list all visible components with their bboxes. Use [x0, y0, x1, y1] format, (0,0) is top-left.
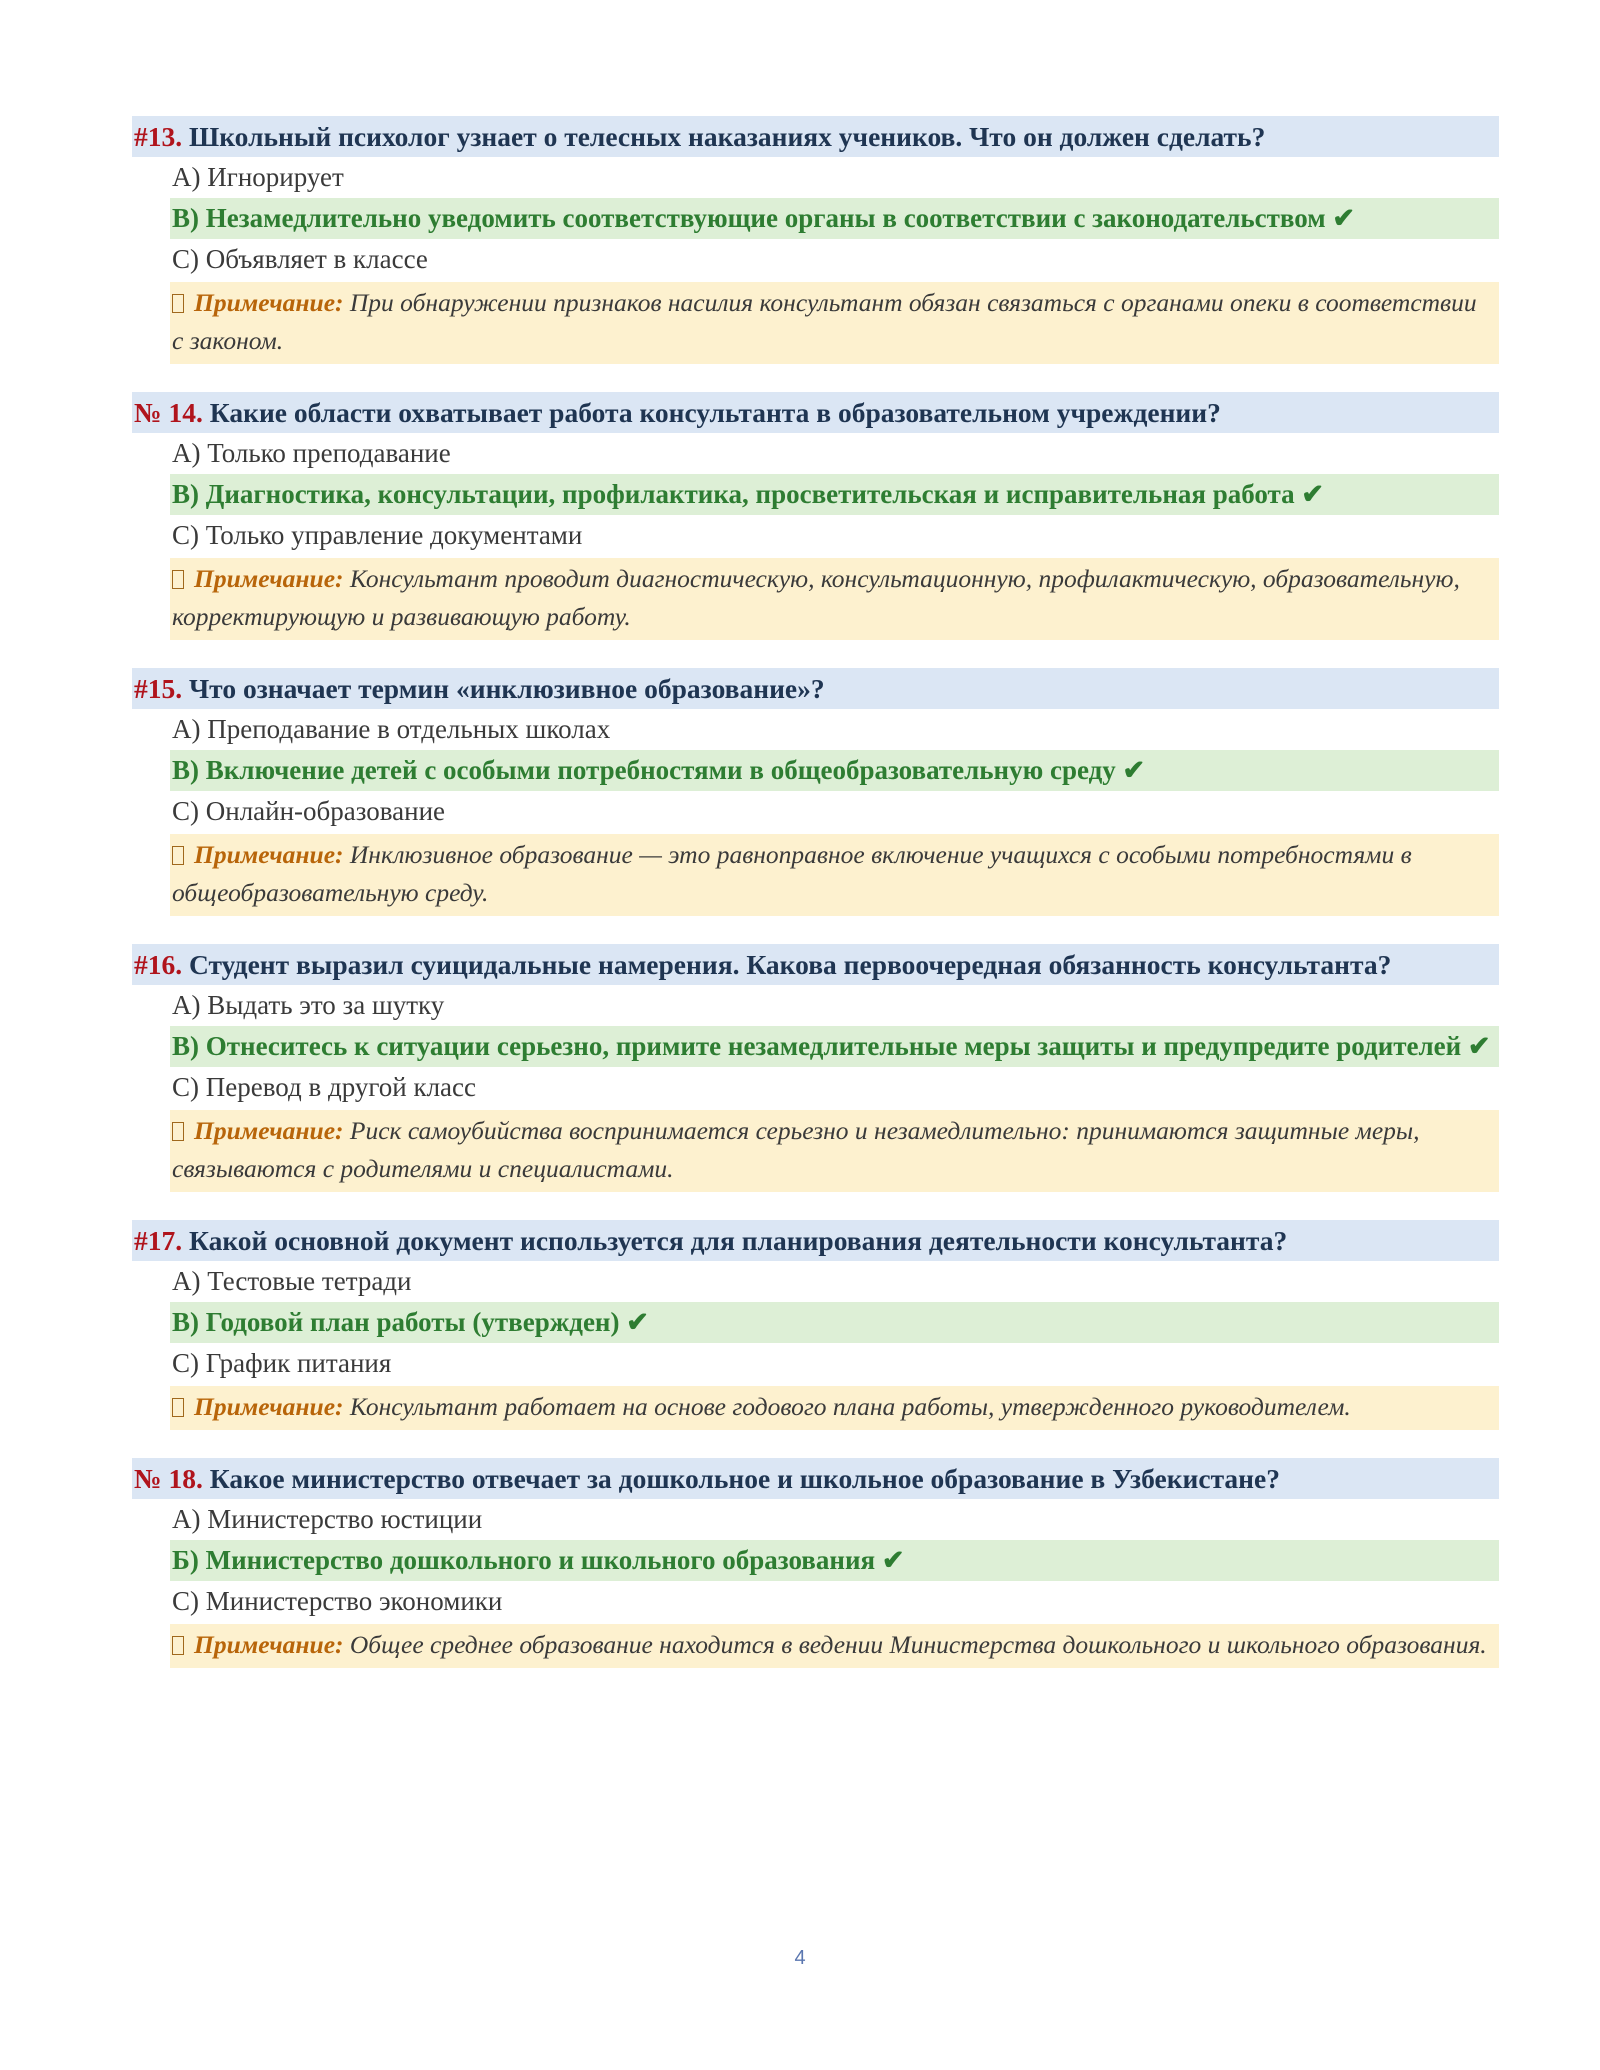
- answer-option: C) Объявляет в классе: [172, 244, 428, 274]
- note-text: Инклюзивное образование — это равноправное включение учащихся с особыми потребностями в общеобразовательную среду.: [172, 840, 1412, 907]
- question-number: #17.: [134, 1225, 183, 1256]
- answer-option: A) Тестовые тетради: [172, 1266, 412, 1296]
- answer-option: C) Перевод в другой класс: [172, 1072, 477, 1102]
- note-icon: [172, 570, 184, 589]
- note-label: Примечание:: [194, 1392, 344, 1421]
- question-heading: [132, 1220, 1499, 1261]
- answer-list: [170, 1499, 1499, 1668]
- note-label: Примечание:: [194, 564, 344, 593]
- answer-list: [170, 1261, 1499, 1430]
- note-text: Консультант работает на основе годового плана работы, утвержденного руководителем.: [349, 1392, 1351, 1421]
- note-box: [170, 558, 1499, 640]
- note-text: При обнаружении признаков насилия консультант обязан связаться с органами опеки в соответствии с законом.: [172, 288, 1477, 355]
- answer-option: C) Только управление документами: [172, 520, 583, 550]
- answer-option: A) Министерство юстиции: [172, 1504, 483, 1534]
- answer-list: [170, 709, 1499, 916]
- answer-option: A) Только преподавание: [172, 438, 451, 468]
- question-list: [132, 116, 1499, 1696]
- note-icon: [172, 846, 184, 865]
- question-heading: [132, 1458, 1499, 1499]
- question-text: Что означает термин «инклюзивное образование»?: [189, 673, 825, 704]
- note-label: Примечание:: [194, 288, 344, 317]
- correct-answer: Б) Министерство дошкольного и школьного образования ✔: [170, 1540, 1499, 1581]
- note-label: Примечание:: [194, 1116, 344, 1145]
- question-text: Студент выразил суицидальные намерения. Какова первоочередная обязанность консультанта?: [189, 949, 1392, 980]
- note-box: [170, 1386, 1499, 1430]
- note-icon: [172, 1398, 184, 1417]
- question-heading: [132, 116, 1499, 157]
- question-14: [132, 392, 1499, 640]
- note-box: [170, 282, 1499, 364]
- note-box: [170, 834, 1499, 916]
- answer-list: [170, 433, 1499, 640]
- note-icon: [172, 1636, 184, 1655]
- answer-option: C) График питания: [172, 1348, 392, 1378]
- question-number: № 14.: [134, 397, 203, 428]
- correct-answer: B) Включение детей с особыми потребностями в общеобразовательную среду ✔: [170, 750, 1499, 791]
- question-text: Какое министерство отвечает за дошкольное и школьное образование в Узбекистане?: [209, 1463, 1280, 1494]
- note-text: Риск самоубийства воспринимается серьезно и незамедлительно: принимаются защитные меры, связываются с родителями и специалистами.: [172, 1116, 1420, 1183]
- note-label: Примечание:: [194, 1630, 344, 1659]
- question-17: [132, 1220, 1499, 1430]
- question-text: Какие области охватывает работа консультанта в образовательном учреждении?: [209, 397, 1221, 428]
- note-label: Примечание:: [194, 840, 344, 869]
- correct-answer: B) Отнеситесь к ситуации серьезно, примите незамедлительные меры защиты и предупредите родителей ✔: [170, 1026, 1499, 1067]
- answer-option: A) Выдать это за шутку: [172, 990, 445, 1020]
- correct-answer: B) Незамедлительно уведомить соответствующие органы в соответствии с законодательством ✔: [170, 198, 1499, 239]
- note-box: [170, 1110, 1499, 1192]
- question-15: [132, 668, 1499, 916]
- question-heading: [132, 668, 1499, 709]
- note-box: [170, 1624, 1499, 1668]
- question-text: Школьный психолог узнает о телесных наказаниях учеников. Что он должен сделать?: [189, 121, 1266, 152]
- answer-list: [170, 157, 1499, 364]
- correct-answer: B) Диагностика, консультации, профилактика, просветительская и исправительная работа ✔: [170, 474, 1499, 515]
- question-13: [132, 116, 1499, 364]
- note-text: Консультант проводит диагностическую, консультационную, профилактическую, образовательную, корректирующую и развивающую работу.: [172, 564, 1460, 631]
- answer-option: C) Онлайн-образование: [172, 796, 446, 826]
- question-text: Какой основной документ используется для планирования деятельности консультанта?: [189, 1225, 1288, 1256]
- correct-answer: B) Годовой план работы (утвержден) ✔: [170, 1302, 1499, 1343]
- question-heading: [132, 944, 1499, 985]
- question-number: #15.: [134, 673, 183, 704]
- answer-option: C) Министерство экономики: [172, 1586, 503, 1616]
- note-text: Общее среднее образование находится в ведении Министерства дошкольного и школьного образования.: [349, 1630, 1487, 1659]
- answer-option: A) Преподавание в отдельных школах: [172, 714, 611, 744]
- note-icon: [172, 1122, 184, 1141]
- question-number: #13.: [134, 121, 183, 152]
- answer-option: A) Игнорирует: [172, 162, 344, 192]
- question-18: [132, 1458, 1499, 1668]
- question-number: #16.: [134, 949, 183, 980]
- question-heading: [132, 392, 1499, 433]
- page-number: 4: [794, 1947, 806, 1969]
- question-16: [132, 944, 1499, 1192]
- question-number: № 18.: [134, 1463, 203, 1494]
- answer-list: [170, 985, 1499, 1192]
- note-icon: [172, 294, 184, 313]
